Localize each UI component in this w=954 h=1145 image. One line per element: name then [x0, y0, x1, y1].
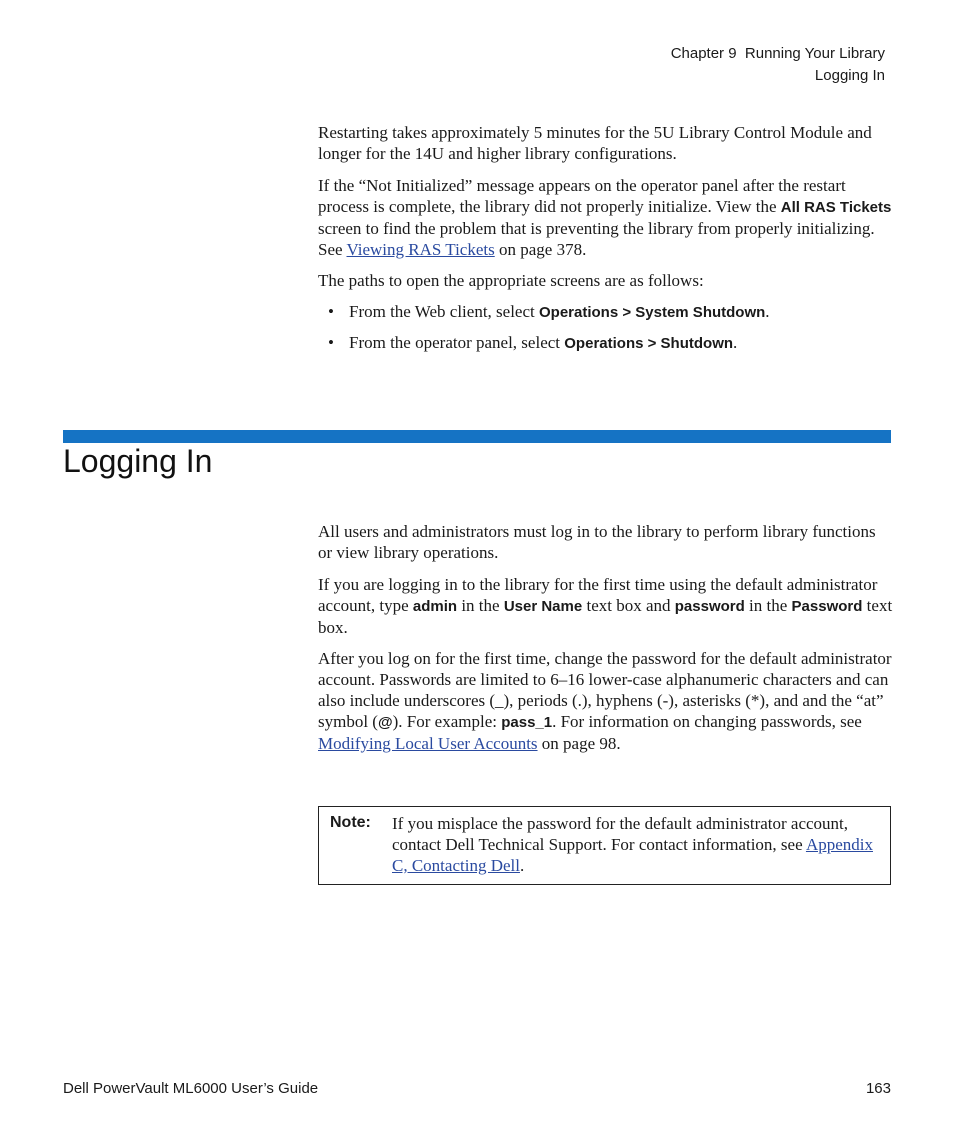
footer-title: Dell PowerVault ML6000 User’s Guide [63, 1080, 319, 1097]
note-label: Note: [330, 814, 371, 831]
note-text: If you misplace the password for the default administrator account, contact Dell Technical Support. For contact information, see Appendix C, Contacting Dell. [392, 814, 873, 875]
restart-paragraph-2: If the “Not Initialized” message appears on the operator panel after the restart process is complete, the library did not properly initialize. View the All RAS Tickets screen to find the problem that is preventing the library from properly initializing. See Viewing RAS Tickets on page 378. [318, 176, 892, 259]
password-field-term: Password [791, 598, 863, 615]
at-symbol: @ [377, 714, 393, 731]
viewing-ras-tickets-link[interactable]: Viewing RAS Tickets [346, 240, 495, 259]
header-section: Logging In [814, 67, 885, 84]
bullet-item-operator-panel: • From the operator panel, select Operations > Shutdown. [328, 333, 738, 352]
appendix-c-contacting-dell-link[interactable]: Appendix C, Contacting Dell [392, 835, 873, 875]
footer-page-number: 163 [865, 1080, 891, 1097]
shutdown-path: Operations > Shutdown [564, 335, 734, 352]
section-heading: Logging In [63, 443, 213, 479]
bullet-icon: • [328, 333, 334, 352]
login-paragraph-2: If you are logging in to the library for the first time using the default administrator account, type admin in the User Name text box and password in the Password text box. [318, 575, 893, 637]
password-example: pass_1 [501, 714, 553, 731]
admin-term: admin [412, 598, 458, 615]
bullet-item-web-client: • From the Web client, select Operations > System Shutdown. [328, 302, 770, 321]
login-paragraph-3: After you log on for the first time, change the password for the default administrator account. Passwords are limited to 6–16 lower-case alphanumeric characters and can also include underscores (_), periods (.), hyphens (-), asterisks (*), and and the “at” symbol (@). For example: pass_1. For information on changing passwords, see Modifying Local User Accounts on page 98. [318, 649, 892, 753]
password-term: password [674, 598, 745, 615]
all-ras-tickets-term: All RAS Tickets [780, 199, 892, 216]
modifying-local-user-accounts-link[interactable]: Modifying Local User Accounts [318, 734, 538, 753]
user-name-term: User Name [503, 598, 583, 615]
system-shutdown-path: Operations > System Shutdown [539, 304, 766, 321]
bullet-icon: • [328, 302, 334, 321]
header-chapter: Chapter 9 Running Your Library [670, 45, 885, 62]
login-paragraph-1: All users and administrators must log in to the library to perform library functions or view library operations. [318, 522, 876, 562]
running-header [671, 43, 885, 87]
restart-paragraph-1: Restarting takes approximately 5 minutes for the 5U Library Control Module and longer for the 14U and higher library configurations. [318, 123, 872, 163]
restart-paragraph-3: The paths to open the appropriate screens are as follows: [318, 271, 704, 290]
note-box [318, 806, 891, 885]
